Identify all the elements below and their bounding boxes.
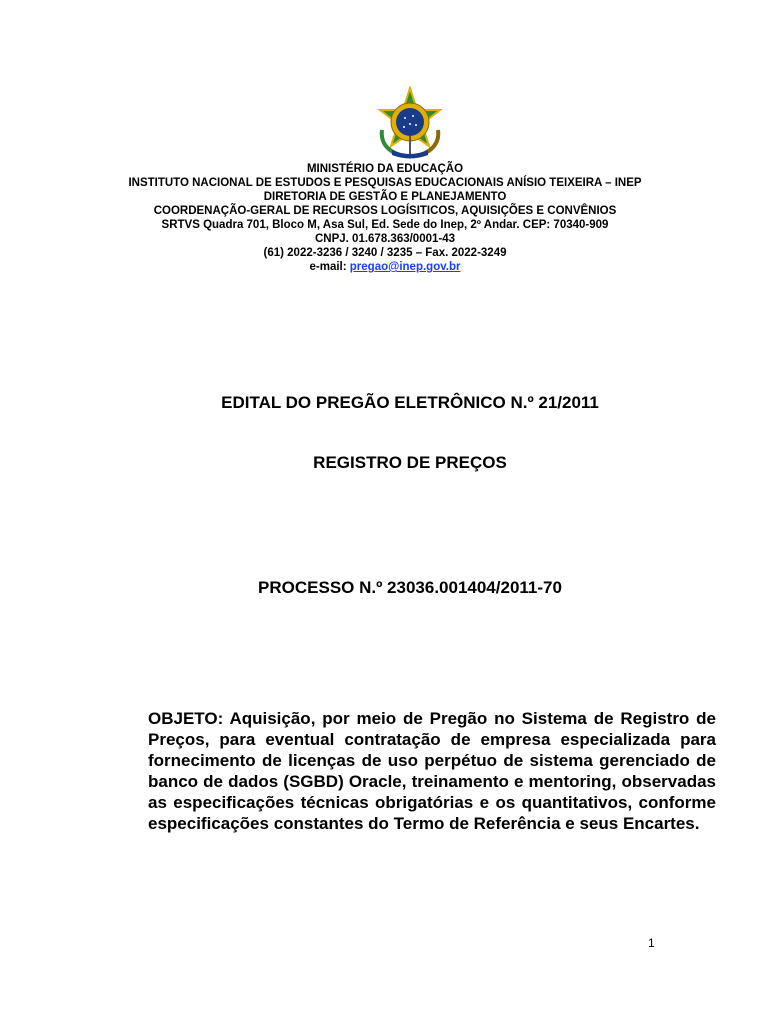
edital-title: EDITAL DO PREGÃO ELETRÔNICO N.º 21/2011 <box>221 393 599 412</box>
page-number: 1 <box>648 936 655 950</box>
institute-name: INSTITUTO NACIONAL DE ESTUDOS E PESQUISAS EDUCACIONAIS ANÍSIO TEIXEIRA – INEP <box>128 177 642 189</box>
email-label: e-mail: <box>309 261 350 273</box>
directorate-name: DIRETORIA DE GESTÃO E PLANEJAMENTO <box>263 191 507 203</box>
brazil-coat-of-arms-icon <box>370 86 450 162</box>
institution-header <box>0 162 770 274</box>
email-link[interactable]: pregao@inep.gov.br <box>349 261 461 273</box>
phone-line: (61) 2022-3236 / 3240 / 3235 – Fax. 2022-3249 <box>263 247 507 259</box>
cnpj-line: CNPJ. 01.678.363/0001-43 <box>314 233 456 245</box>
objeto-paragraph: OBJETO: Aquisição, por meio de Pregão no Sistema de Registro de Preços, para eventual contratação de empresa especializada para fornecimento de licenças de uso perpétuo de sistema gerenciado de banco de dados (SGBD) Oracle, treinamento e mentoring, observadas as especificações técnicas obrigatórias e os quantitativos, conforme especificações constantes do Termo de Referência e seus Encartes. <box>148 709 716 833</box>
coordination-name: COORDENAÇÃO-GERAL DE RECURSOS LOGÍSITICOS, AQUISIÇÕES E CONVÊNIOS <box>153 205 617 217</box>
processo-title: PROCESSO N.º 23036.001404/2011-70 <box>258 578 562 597</box>
address-line: SRTVS Quadra 701, Bloco M, Asa Sul, Ed. Sede do Inep, 2º Andar. CEP: 70340-909 <box>161 219 609 231</box>
ministry-name: MINISTÉRIO DA EDUCAÇÃO <box>306 163 464 175</box>
email-line <box>0 260 770 274</box>
registro-title: REGISTRO DE PREÇOS <box>313 453 507 472</box>
